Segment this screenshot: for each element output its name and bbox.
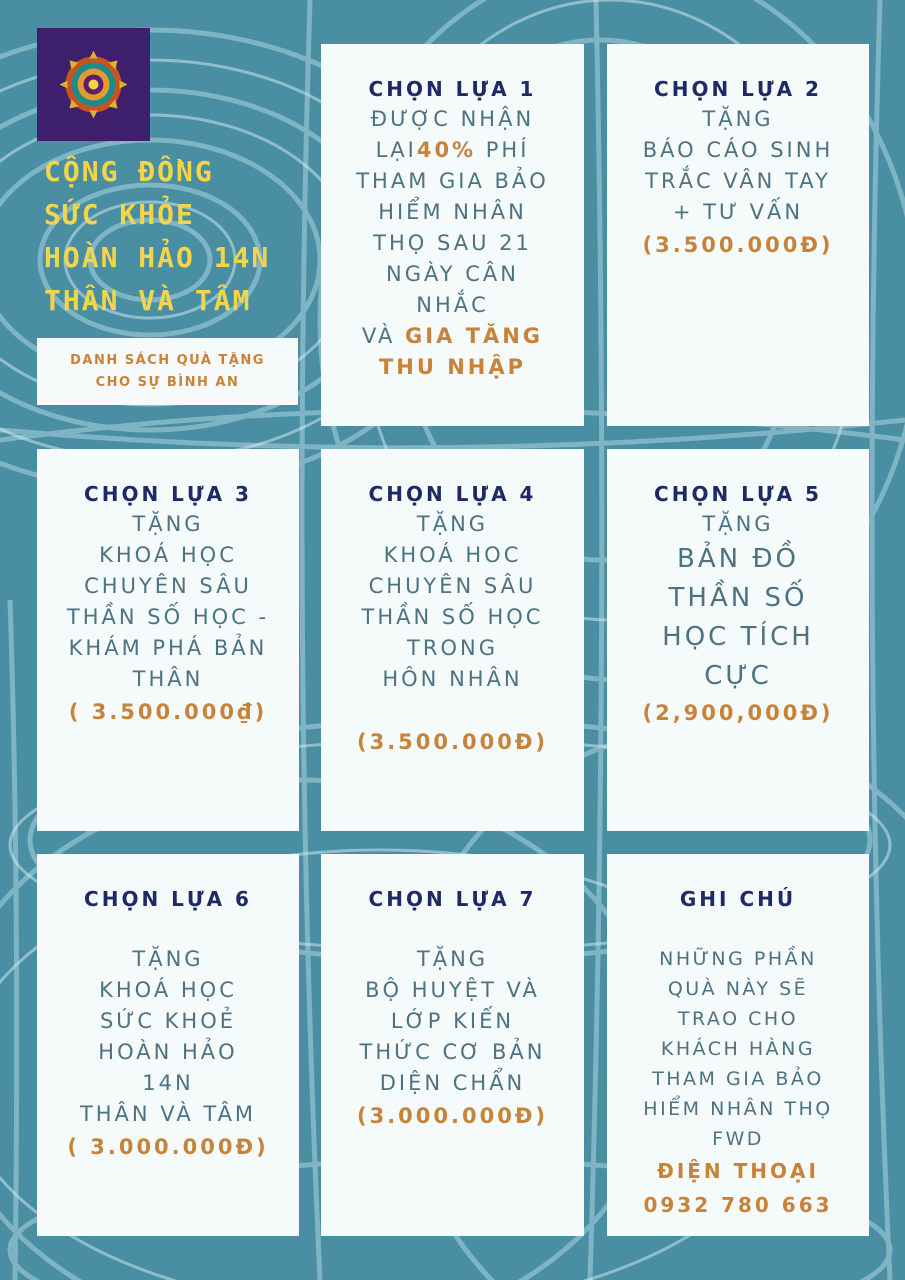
option-text: TẶNG: [416, 512, 489, 536]
option-card-1: [321, 44, 584, 426]
mandala-icon: [37, 28, 150, 141]
logo: [37, 28, 150, 141]
option-price: ( 3.000.000Đ): [67, 1135, 269, 1159]
note-text: THAM GIA BẢO: [652, 1068, 824, 1090]
option-card-5: [607, 449, 869, 831]
option-heading: CHỌN LỰA 6: [84, 887, 252, 911]
option-text: THỨC CƠ BẢN: [359, 1040, 546, 1064]
option-card-3: [37, 449, 299, 831]
option-heading: CHỌN LỰA 7: [368, 887, 537, 911]
option-text: NHẮC: [416, 293, 489, 317]
community-title: [44, 150, 294, 322]
option-text: THẦN SỐ HỌC -: [66, 605, 270, 629]
option-text: THU NHẬP: [378, 355, 527, 379]
option-text: DIỆN CHẨN: [379, 1071, 526, 1095]
option-text: HÔN NHÂN: [382, 667, 523, 691]
gift-list-label: [37, 338, 298, 405]
option-text: NGÀY CÂN: [386, 262, 519, 286]
option-text: BẢN ĐỒ: [677, 544, 799, 574]
option-text: KHOÁ HOC: [383, 543, 522, 567]
option-card-7: [321, 854, 584, 1236]
note-text: KHÁCH HÀNG: [660, 1038, 816, 1060]
note-heading: GHI CHÚ: [679, 887, 797, 911]
option-text: + TƯ VẤN: [672, 200, 804, 224]
note-text: TRAO CHO: [677, 1008, 799, 1030]
option-text: KHOÁ HỌC: [99, 543, 237, 567]
option-heading: CHỌN LỰA 4: [368, 482, 537, 506]
option-heading: CHỌN LỰA 2: [654, 77, 822, 101]
option-text: HIỂM NHÂN: [378, 200, 527, 224]
option-price: (3.500.000Đ): [642, 233, 834, 257]
option-price: (2,900,000Đ): [642, 701, 834, 725]
option-heading: CHỌN LỰA 3: [84, 482, 252, 506]
option-text: LẠI40% PHÍ: [375, 138, 530, 162]
title-line: HOÀN HẢO 14N: [44, 241, 271, 274]
subtitle-line: DANH SÁCH QUÀ TẶNG: [70, 352, 265, 368]
option-text: 14N: [142, 1071, 194, 1095]
option-text: CHUYÊN SÂU: [84, 574, 252, 598]
subtitle-line: CHO SỰ BÌNH AN: [95, 374, 240, 390]
option-text: TẶNG: [132, 947, 204, 971]
option-text: TẶNG: [132, 512, 204, 536]
note-card: [607, 854, 869, 1236]
option-card-2: [607, 44, 869, 426]
note-text: HIỂM NHÂN THỌ: [643, 1098, 833, 1120]
title-line: THÂN VÀ TÂM: [44, 284, 252, 317]
option-card-4: [321, 449, 584, 831]
note-text: NHỮNG PHẦN: [659, 948, 817, 970]
option-card-6: [37, 854, 299, 1236]
option-text: BÁO CÁO SINH: [642, 138, 834, 162]
option-price: ( 3.500.000₫): [68, 700, 268, 724]
title-line: CỘNG ĐỒNG: [44, 155, 214, 188]
option-text: TẶNG: [702, 512, 774, 536]
option-text: THAM GIA BẢO: [356, 169, 549, 193]
option-text: LỚP KIẾN: [390, 1009, 515, 1033]
option-text: SỨC KHOẺ: [99, 1009, 237, 1033]
option-text: THÂN VÀ TÂM: [79, 1102, 257, 1126]
option-text: TẶNG: [702, 107, 774, 131]
option-text: TẶNG: [416, 947, 489, 971]
option-text: CỰC: [704, 661, 772, 691]
phone-number: 0932 780 663: [643, 1193, 833, 1217]
option-text: THẦN SỐ HỌC: [361, 605, 544, 629]
option-text: KHÁM PHÁ BẢN: [68, 636, 268, 660]
option-text: KHOÁ HỌC: [99, 978, 237, 1002]
title-line: SỨC KHỎE: [44, 198, 195, 231]
option-text: HỌC TÍCH: [662, 622, 814, 652]
option-text: ĐƯỢC NHẬN: [370, 107, 535, 131]
option-text: THÂN: [132, 667, 204, 691]
option-text: CHUYÊN SÂU: [368, 574, 537, 598]
phone-label: ĐIỆN THOẠI: [657, 1159, 819, 1183]
option-heading: CHỌN LỰA 1: [368, 77, 537, 101]
option-price: (3.000.000Đ): [356, 1104, 549, 1128]
option-heading: CHỌN LỰA 5: [654, 482, 822, 506]
option-text: HOÀN HẢO: [98, 1040, 238, 1064]
option-text: THỌ SAU 21: [373, 231, 532, 255]
option-text: BỘ HUYỆT VÀ: [365, 978, 540, 1002]
option-text: TRONG: [407, 636, 498, 660]
note-text: FWD: [712, 1128, 764, 1150]
option-text: VÀ GIA TĂNG: [361, 324, 544, 348]
option-price: (3.500.000Đ): [356, 730, 549, 754]
option-text: TRẮC VÂN TAY: [645, 169, 831, 193]
note-text: QUÀ NÀY SẼ: [667, 978, 809, 1000]
option-text: THẦN SỐ: [668, 583, 808, 613]
